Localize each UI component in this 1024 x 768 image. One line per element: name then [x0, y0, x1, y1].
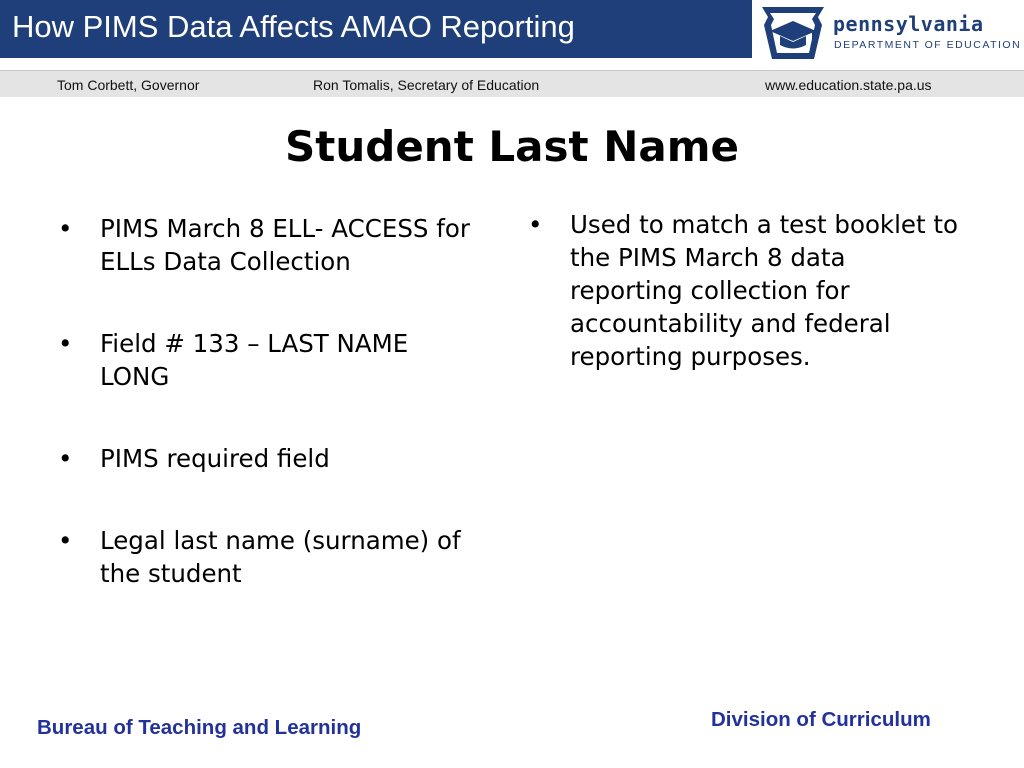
- footer-division: Division of Curriculum: [711, 708, 931, 731]
- right-bullet-list: [528, 208, 958, 422]
- bullet-item: • Field # 133 – LAST NAME LONG: [58, 327, 478, 393]
- bullet-item: • PIMS required field: [58, 442, 478, 475]
- governor-text: Tom Corbett, Governor: [57, 77, 200, 93]
- slide-title: Student Last Name: [285, 122, 739, 171]
- bullet-item: • Used to match a test booklet to the PIMS March 8 data reporting collection for accountability and federal reporting purposes.: [528, 208, 958, 373]
- pa-education-logo: [752, 0, 1024, 68]
- bullet-item: • Legal last name (surname) of the student: [58, 524, 478, 590]
- website-link[interactable]: www.education.state.pa.us: [765, 77, 932, 93]
- logo-department: DEPARTMENT OF EDUCATION: [834, 39, 1022, 51]
- footer-bureau: Bureau of Teaching and Learning: [37, 716, 362, 739]
- logo-name: pennsylvania: [833, 12, 984, 36]
- header-bar: [0, 0, 752, 58]
- left-bullet-list: [58, 212, 478, 639]
- secretary-text: Ron Tomalis, Secretary of Education: [313, 77, 540, 93]
- keystone-graduation-cap-icon: [758, 5, 828, 61]
- subheader-bar: [0, 70, 1024, 97]
- header-title: How PIMS Data Affects AMAO Reporting: [12, 9, 575, 44]
- bullet-item: • PIMS March 8 ELL- ACCESS for ELLs Data Collection: [58, 212, 478, 278]
